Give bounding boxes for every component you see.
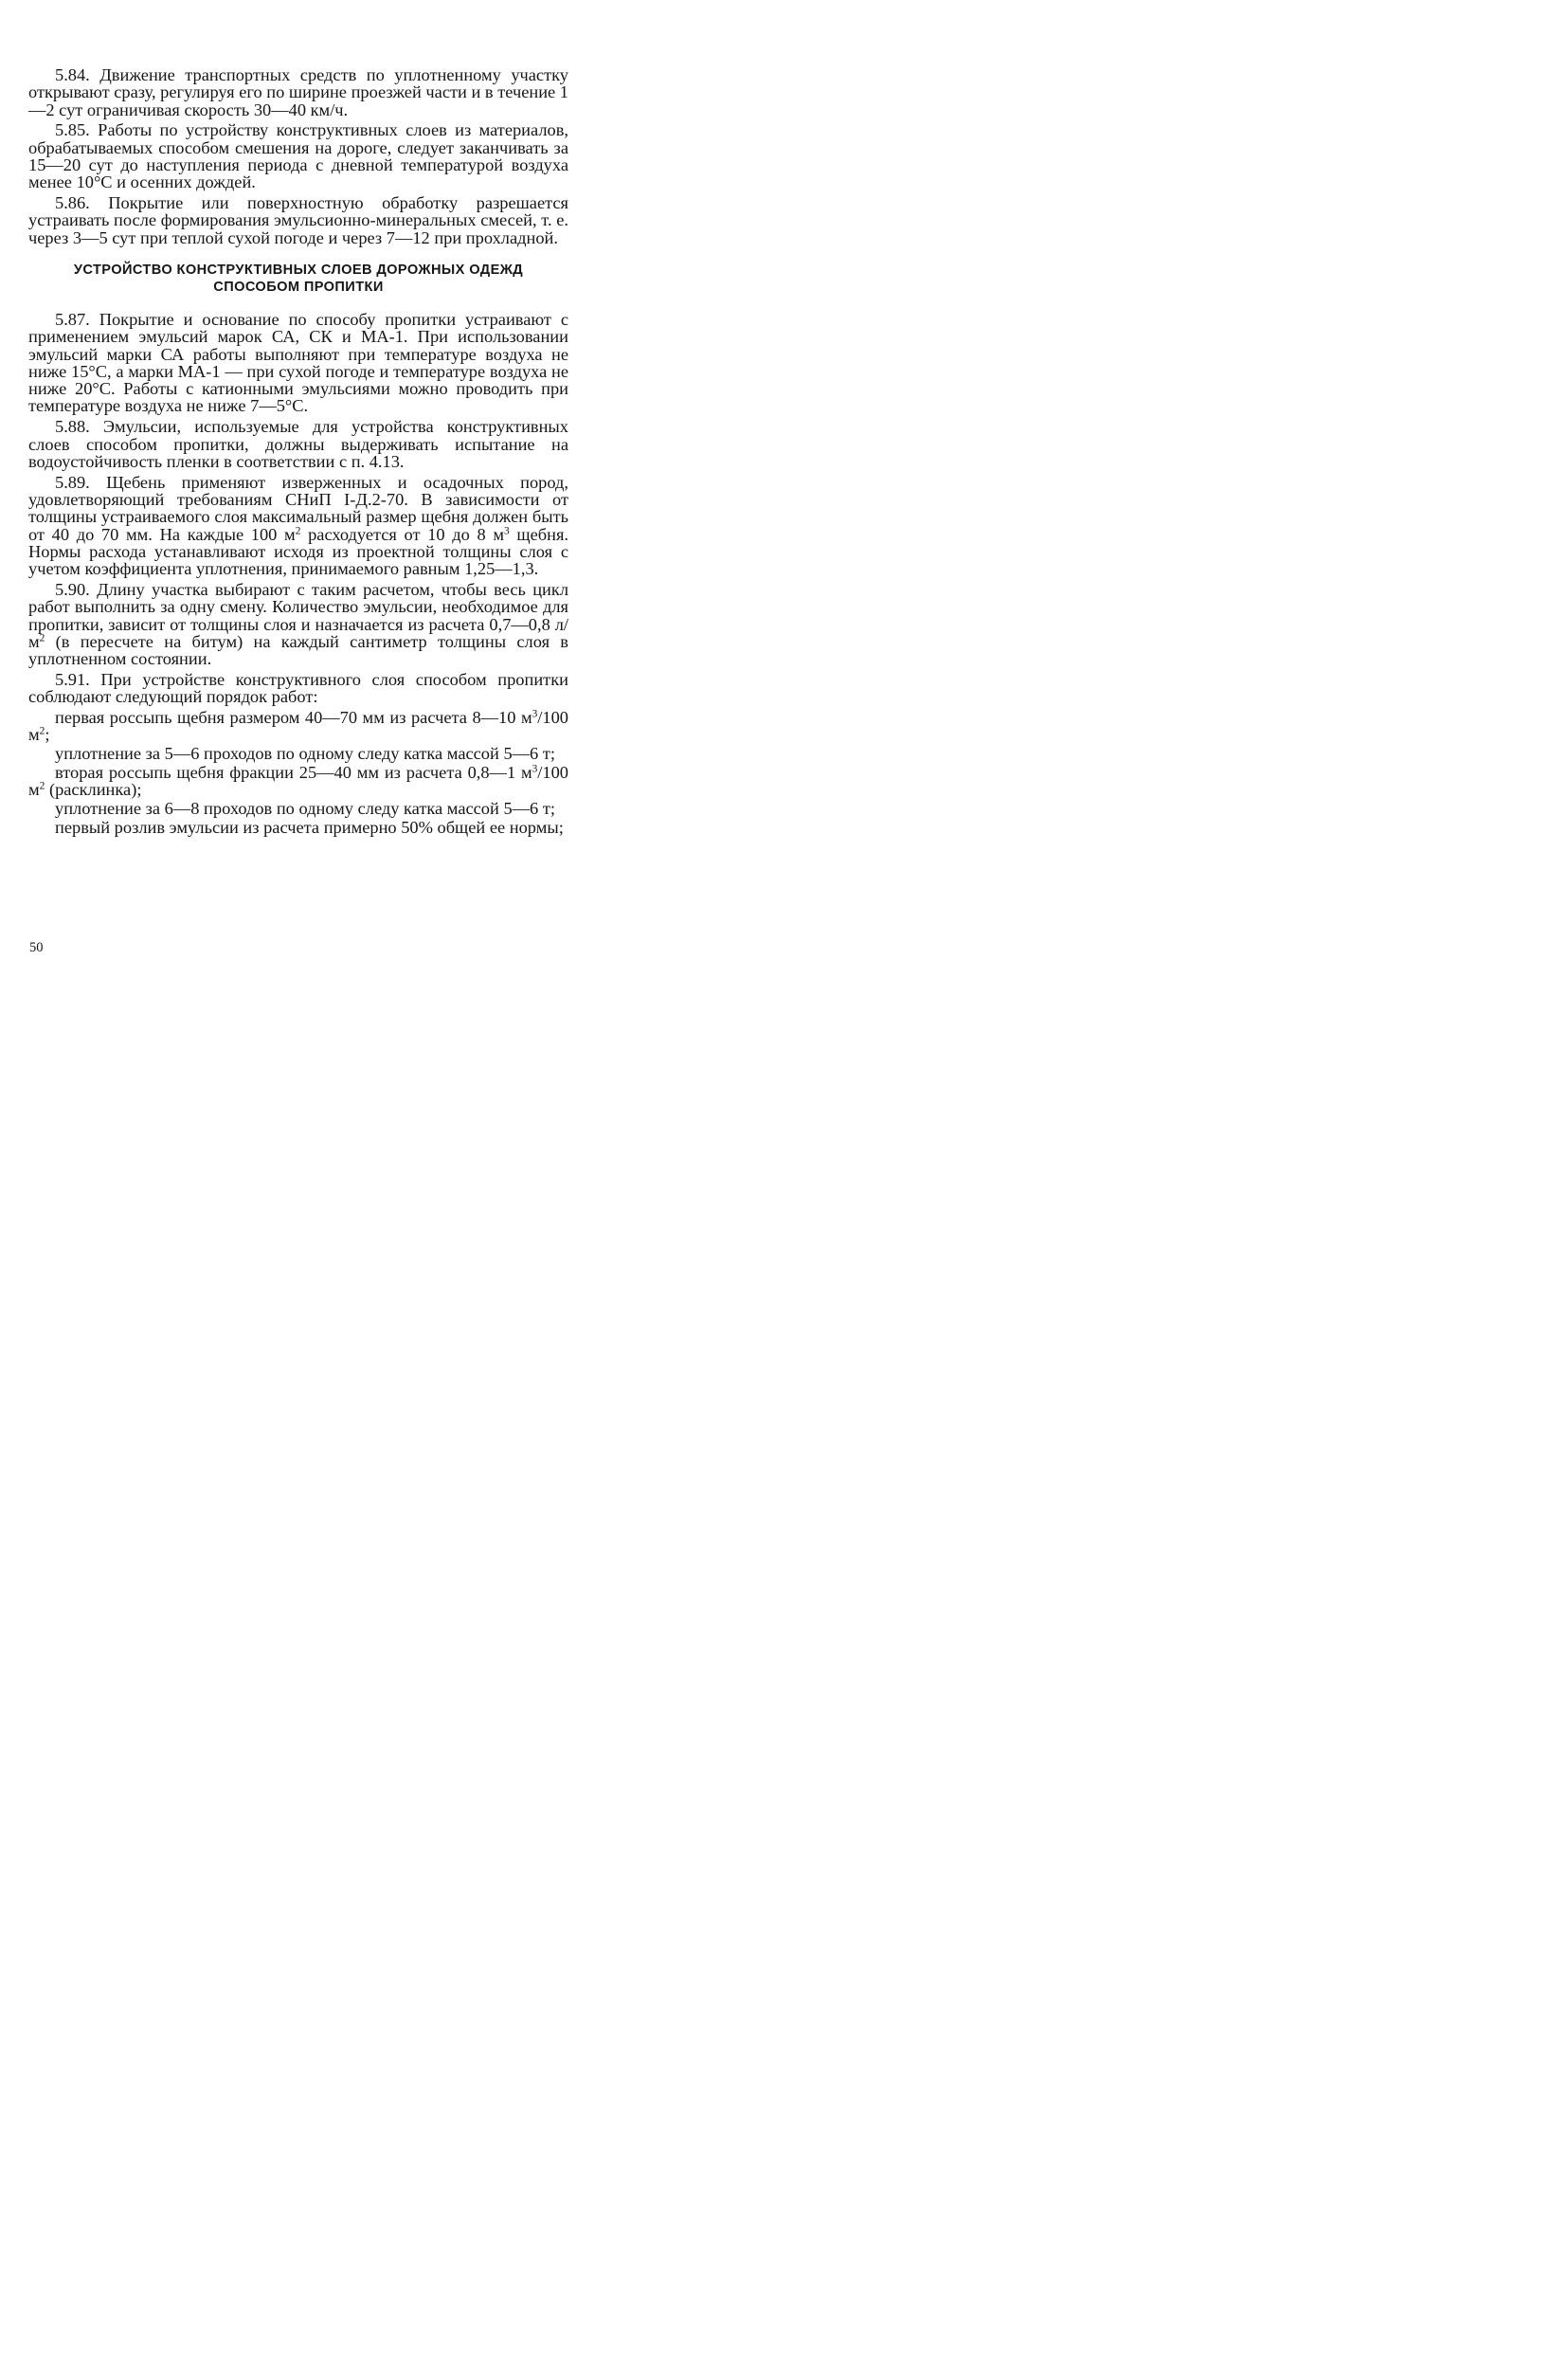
work-steps-list bbox=[28, 709, 568, 836]
section-heading bbox=[28, 262, 568, 296]
step3-sup-1: 3 bbox=[532, 763, 538, 775]
step1-text-c: ; bbox=[45, 725, 50, 745]
paragraph-5-90 bbox=[28, 581, 568, 667]
p590-sup-1: 2 bbox=[39, 632, 45, 644]
paragraph-5-84: 5.84. Движение транспортных средств по уплотненному участку открывают сразу, регулируя его по ширине проезжей части и в течение 1—2 сут ограничивая скорость 30—40 км/ч. bbox=[28, 65, 568, 119]
step-item-5: первый розлив эмульсии из расчета примерно 50% общей ее нормы; bbox=[55, 817, 564, 837]
step3-sup-2: 2 bbox=[39, 780, 45, 792]
p590-text-b: (в пересчете на битум) на каждый сантиметр толщины слоя в уплотненном состоянии. bbox=[28, 631, 568, 669]
p589-text-c: щебня. Нормы расхода устанавливают исходя из проектной толщины слоя с учетом коэффициента уплотнения, принимаемого равным 1,25—1,3. bbox=[28, 524, 569, 579]
step-item-1 bbox=[28, 709, 568, 744]
p589-text-b: расходуется от 10 до 8 м bbox=[300, 524, 505, 544]
step1-sup-1: 3 bbox=[532, 708, 538, 720]
p590-text-a: 5.90. Длину участка выбирают с таким расчетом, чтобы весь цикл работ выполнить за одну смену. Количество эмульсии, необходимое для пропитки, зависит от толщины слоя и назначается из расчета 0,7—0,8 л/м bbox=[28, 579, 568, 651]
paragraph-5-91: 5.91. При устройстве конструктивного слоя способом пропитки соблюдают следующий порядок работ: bbox=[28, 669, 568, 707]
paragraph-5-88: 5.88. Эмульсии, используемые для устройства конструктивных слоев способом пропитки, должны выдерживать испытание на водоустойчивость пленки в соответствии с п. 4.13. bbox=[28, 417, 568, 471]
step-item-4: уплотнение за 6—8 проходов по одному следу катка массой 5—6 т; bbox=[55, 798, 555, 818]
step1-text-a: первая россыпь щебня размером 40—70 мм из расчета 8—10 м bbox=[55, 708, 532, 727]
p589-sup-2: 3 bbox=[504, 525, 510, 537]
step-item-2: уплотнение за 5—6 проходов по одному следу катка массой 5—6 т; bbox=[55, 744, 555, 764]
section-heading-line-2: СПОСОБОМ ПРОПИТКИ bbox=[213, 279, 384, 295]
paragraph-5-86: 5.86. Покрытие или поверхностную обработку разрешается устраивать после формирования эмульсионно-минеральных смесей, т. е. через 3—5 сут при теплой сухой погоде и через 7—12 при прохладной. bbox=[28, 193, 568, 247]
step1-sup-2: 2 bbox=[39, 726, 45, 738]
page-number: 50 bbox=[29, 940, 44, 955]
page-text bbox=[28, 66, 568, 838]
p589-text-a: 5.89. Щебень применяют изверженных и осадочных пород, удовлетворяющий требованиям СНиП I-Д.2-70. В зависимости от толщины устраиваемого слоя максимальный размер щебня должен быть от 40 до 70 мм. На каждые 100 м bbox=[28, 472, 568, 544]
step3-text-b: /100 м bbox=[28, 762, 568, 800]
p589-sup-1: 2 bbox=[295, 525, 301, 537]
step1-text-b: /100 м bbox=[28, 708, 568, 745]
paragraph-5-85: 5.85. Работы по устройству конструктивных слоев из материалов, обрабатываемых способом смешения на дороге, следует заканчивать за 15—20 сут до наступления периода с дневной температурой воздуха менее 10°С и осенних дождей. bbox=[28, 120, 568, 192]
step-item-3 bbox=[28, 764, 568, 799]
paragraph-5-87: 5.87. Покрытие и основание по способу пропитки устраивают с применением эмульсий марок СА, СК и МА-1. При использовании эмульсий марки СА работы выполняют при температуре воздуха не ниже 15°С, а марки МА-1 — при сухой погоде и температуре воздуха не ниже 20°С. Работы с катионными эмульсиями можно проводить при температуре воздуха не ниже 7—5°С. bbox=[28, 309, 568, 416]
step3-text-a: вторая россыпь щебня фракции 25—40 мм из расчета 0,8—1 м bbox=[55, 762, 532, 782]
paragraph-5-89 bbox=[28, 474, 568, 578]
section-heading-line-1: УСТРОЙСТВО КОНСТРУКТИВНЫХ СЛОЕВ ДОРОЖНЫХ ОДЕЖД bbox=[73, 262, 524, 278]
step3-text-c: (расклинка); bbox=[45, 780, 142, 800]
